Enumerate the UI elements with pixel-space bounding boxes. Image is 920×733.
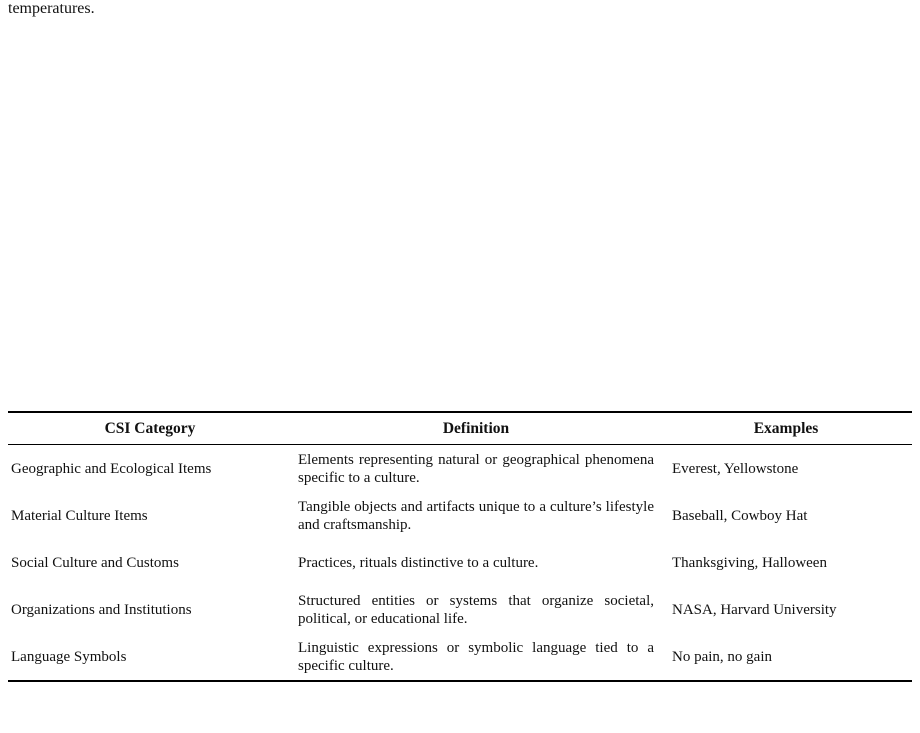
cell-category: Material Culture Items — [11, 507, 148, 524]
table-row — [8, 445, 912, 493]
table-row — [8, 633, 912, 681]
cell-definition: Elements representing natural or geographical phenomena specific to a culture. — [298, 451, 654, 486]
cell-examples: Baseball, Cowboy Hat — [672, 507, 808, 524]
header-csi-category: CSI Category — [104, 419, 196, 437]
cell-definition: Linguistic expressions or symbolic language tied to a specific culture. — [298, 639, 654, 674]
table-row — [8, 586, 912, 633]
cell-definition: Tangible objects and artifacts unique to a culture’s lifestyle and craftsmanship. — [298, 498, 654, 533]
cell-category: Organizations and Institutions — [11, 601, 192, 618]
cell-examples: Thanksgiving, Halloween — [672, 554, 827, 571]
cell-examples: NASA, Harvard University — [672, 601, 837, 618]
header-examples: Examples — [753, 419, 819, 437]
caption-tail-text: temperatures. — [8, 0, 95, 17]
cell-category: Language Symbols — [11, 648, 127, 665]
cell-examples: No pain, no gain — [672, 648, 772, 665]
table-row — [8, 492, 912, 539]
cell-definition: Practices, rituals distinctive to a culture. — [298, 554, 539, 571]
table-header-row — [8, 412, 912, 445]
figure-caption — [8, 0, 95, 18]
clipped-caption-line — [8, 0, 920, 1]
csi-category-table — [8, 411, 912, 682]
table-row — [8, 539, 912, 586]
cell-definition: Structured entities or systems that organize societal, political, or educational life. — [298, 592, 654, 627]
cell-category: Geographic and Ecological Items — [11, 460, 212, 477]
cell-examples: Everest, Yellowstone — [672, 460, 799, 477]
header-definition: Definition — [442, 419, 510, 437]
cell-category: Social Culture and Customs — [11, 554, 179, 571]
